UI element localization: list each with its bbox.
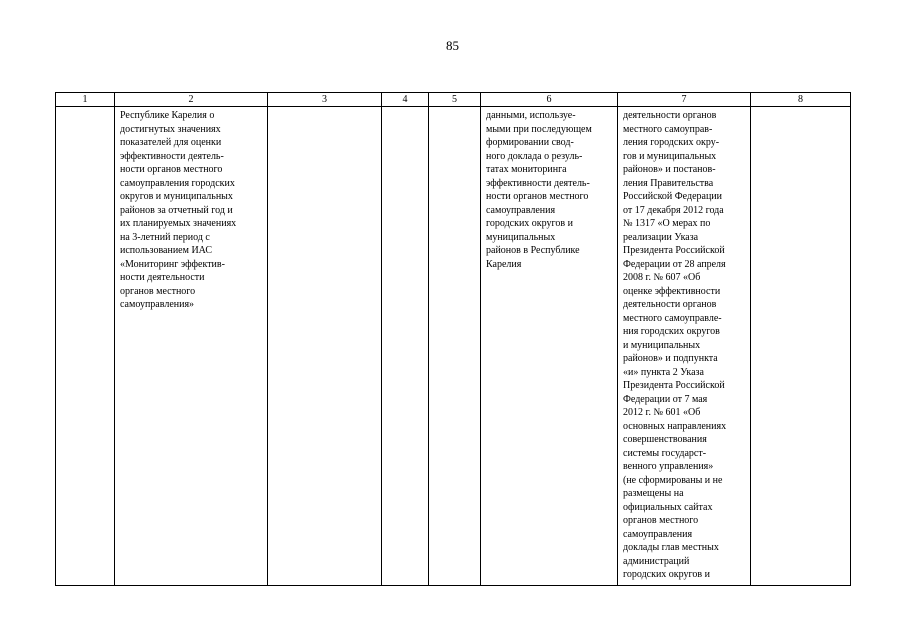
- table-cell-5: [429, 107, 481, 586]
- cell-text-5: [429, 107, 480, 109]
- cell-text-1: [56, 107, 114, 109]
- table-row: [56, 107, 851, 586]
- column-header-8: 8: [751, 93, 851, 107]
- cell-text-2: Республике Карелия о достигнутых значениях показателей для оценки эффективности деятель- ности органов местного самоуправления городских округов и муниципальных районов за отчетный год и их планируемых значениях на 3-летний период с использованием ИАС «Мониторинг эффектив- ности деятельности органов местного самоуправления»: [120, 110, 237, 310]
- cell-text-8: [751, 107, 850, 109]
- cell-text-6: данными, используе- мыми при последующем формировании свод- ного доклада о резуль- татах мониторинга эффективности деятель- ности органов местного самоуправления городских округов и муниципальных районов в Республике Карелия: [486, 110, 592, 270]
- cell-text-7: деятельности органов местного самоуправ- ления городских окру- гов и муниципальных районов» и постанов- ления Правительства Российской Федерации от 17 декабря 2012 года № 1317 «О мерах по реализации Указа Президента Российской Федерации от 28 апреля 2008 г. № 607 «Об оценке эффективности деятельности органов местного самоуправле- ния городских округов и муниципальных районов» и подпункта «и» пункта 2 Указа Президента Российской Федерации от 7 мая 2012 г. № 601 «Об основных направлениях совершенствования системы государст- венного управления» (не сформированы и не размещены на официальных сайтах органов местного самоуправления доклады глав местных администраций городских округов и: [623, 110, 727, 580]
- table-cell-8: [751, 107, 851, 586]
- cell-text-3: [268, 107, 381, 109]
- column-header-4: 4: [382, 93, 429, 107]
- column-header-3: 3: [268, 93, 382, 107]
- column-header-2: 2: [115, 93, 268, 107]
- cell-text-4: [382, 107, 428, 109]
- table-cell-6: [481, 107, 618, 586]
- table-cell-4: [382, 107, 429, 586]
- column-header-1: 1: [56, 93, 115, 107]
- document-table: [55, 92, 851, 586]
- column-header-6: 6: [481, 93, 618, 107]
- column-header-5: 5: [429, 93, 481, 107]
- header-row: [56, 93, 851, 107]
- table-cell-7: [618, 107, 751, 586]
- table-cell-3: [268, 107, 382, 586]
- table-cell-2: [115, 107, 268, 586]
- column-header-7: 7: [618, 93, 751, 107]
- table-cell-1: [56, 107, 115, 586]
- page-number: 85: [446, 38, 459, 53]
